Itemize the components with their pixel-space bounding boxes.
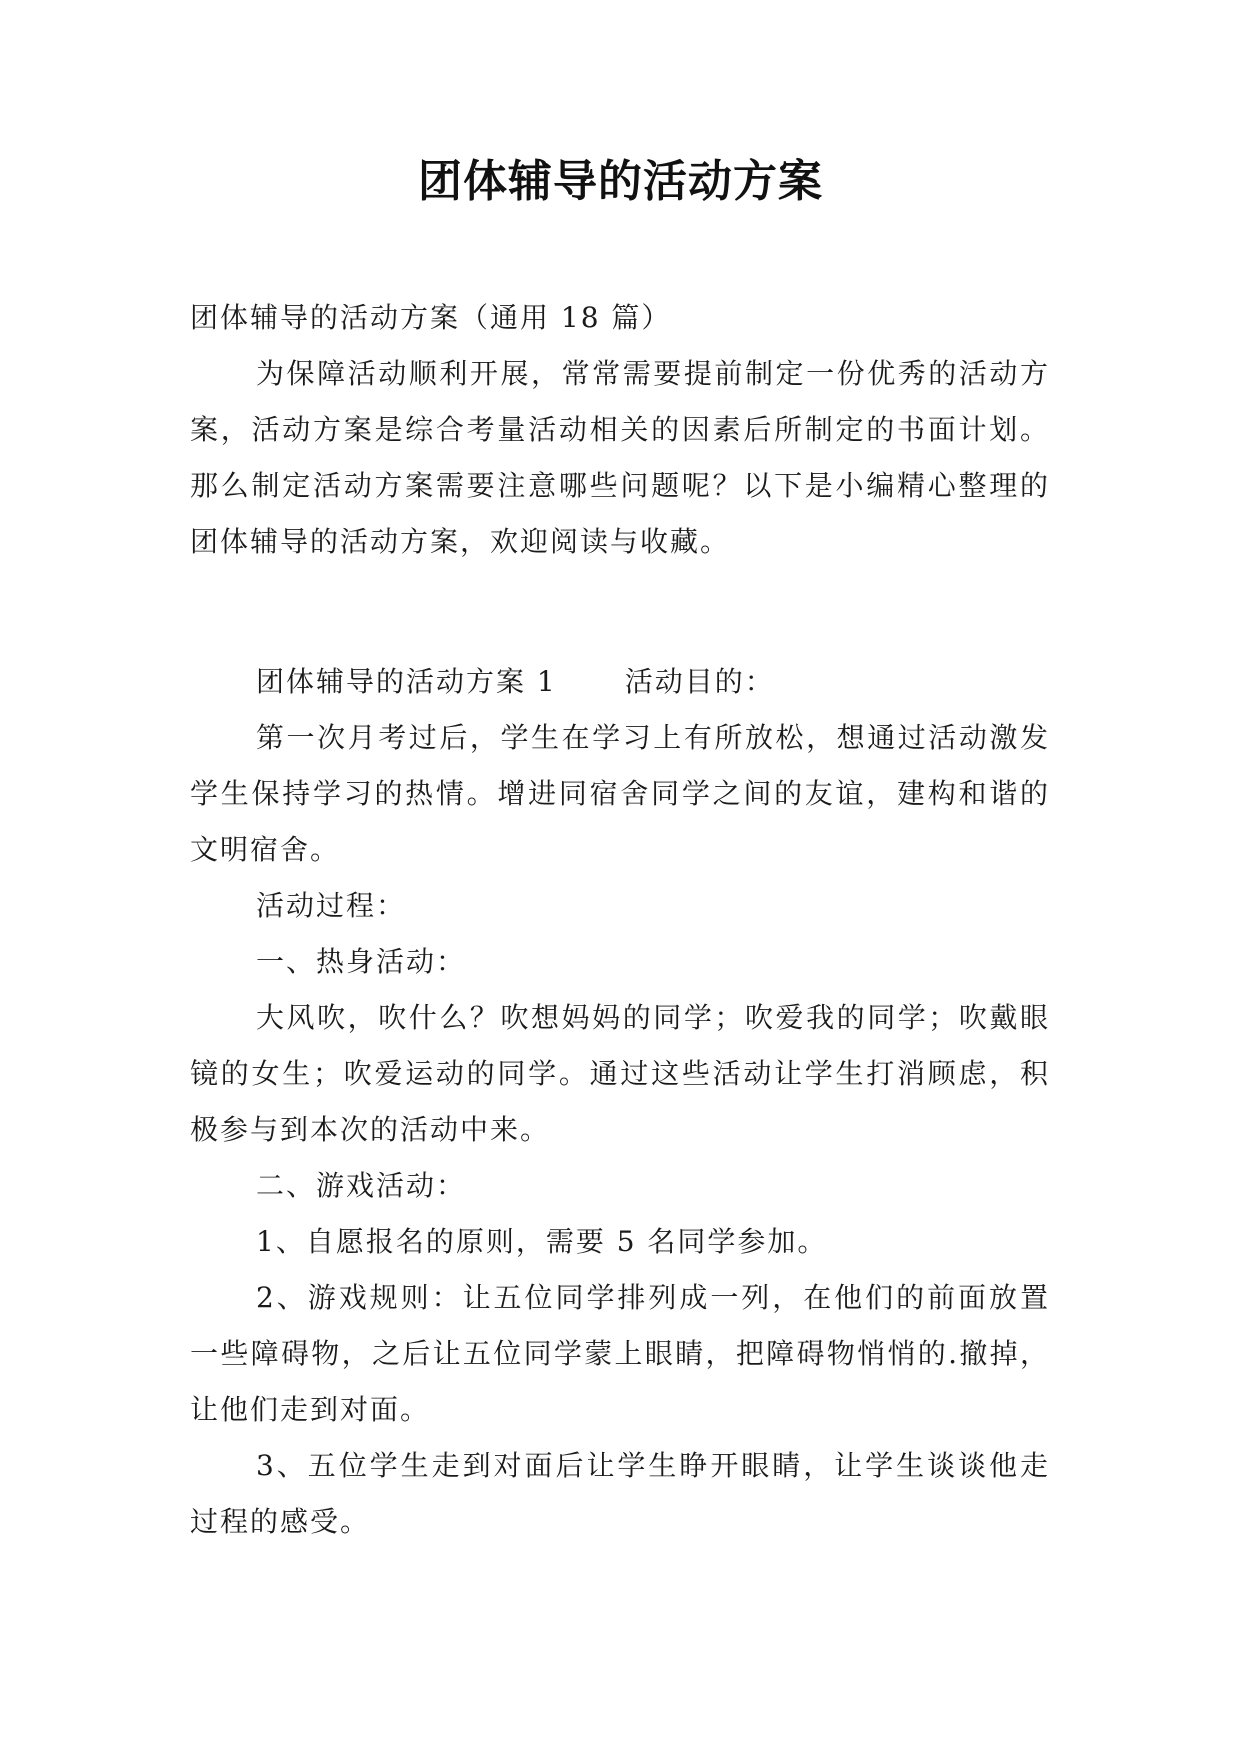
- paragraph: 1、自愿报名的原则，需要 5 名同学参加。: [256, 1225, 828, 1258]
- paragraph: 二、游戏活动：: [256, 1169, 467, 1202]
- paragraph: 大风吹，吹什么？吹想妈妈的同学；吹爱我的同学；吹戴眼镜的女生；吹爱运动的同学。通过这些活动让学生打消顾虑，积极参与到本次的活动中来。: [190, 1001, 1050, 1146]
- document-body: [190, 290, 1050, 1550]
- section-spacer: [190, 570, 1050, 654]
- paragraph: 活动过程：: [256, 889, 407, 922]
- document-subtitle: 团体辅导的活动方案（通用 18 篇）: [190, 301, 672, 334]
- section-heading-line: [190, 654, 1050, 710]
- paragraph: 2、游戏规则：让五位同学排列成一列，在他们的前面放置一些障碍物，之后让五位同学蒙上眼睛，把障碍物悄悄的.撤掉，让他们走到对面。: [190, 1281, 1050, 1426]
- paragraph: 一、热身活动：: [256, 945, 467, 978]
- section-heading: 团体辅导的活动方案 1: [256, 665, 557, 698]
- intro-paragraph: 为保障活动顺利开展，常常需要提前制定一份优秀的活动方案，活动方案是综合考量活动相关的因素后所制定的书面计划。那么制定活动方案需要注意哪些问题呢？以下是小编精心整理的团体辅导的活动方案，欢迎阅读与收藏。: [190, 357, 1050, 558]
- document-title: 团体辅导的活动方案: [418, 156, 823, 207]
- paragraph: 第一次月考过后，学生在学习上有所放松，想通过活动激发学生保持学习的热情。增进同宿舍同学之间的友谊，建构和谐的文明宿舍。: [190, 721, 1050, 866]
- purpose-label: 活动目的：: [624, 665, 775, 698]
- paragraph: 3、五位学生走到对面后让学生睁开眼睛，让学生谈谈他走过程的感受。: [190, 1449, 1050, 1538]
